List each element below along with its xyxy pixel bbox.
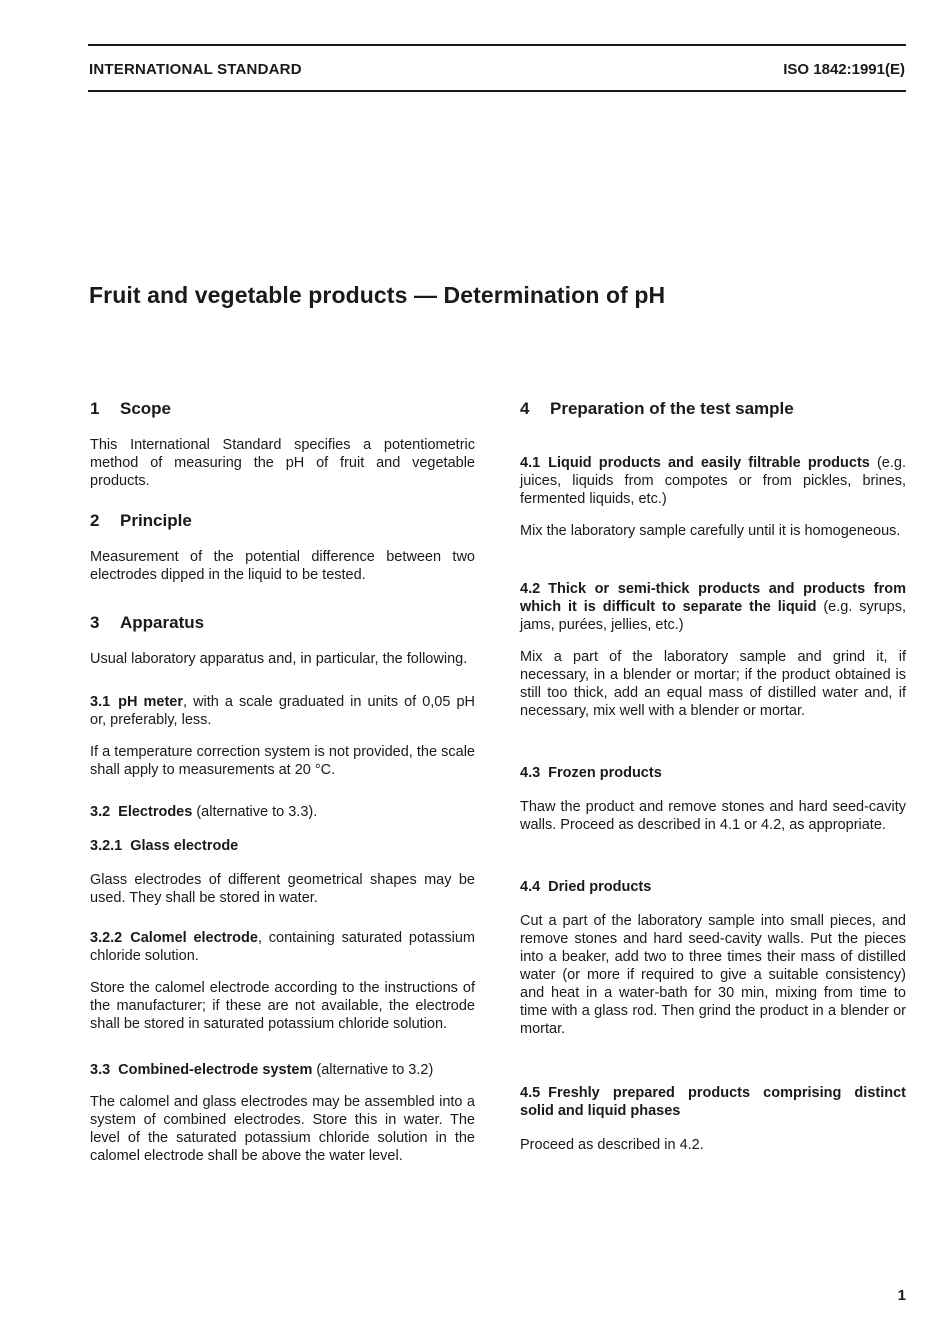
paragraph: Usual laboratory apparatus and, in particular, the following. <box>90 651 468 667</box>
clause-4-4: 4.4 Dried products <box>520 879 652 895</box>
clause-4-1: 4.1 Liquid products and easily filtrable products (e.g. juices, liquids from compotes or from pickles, brines, fermented liquids, etc.) <box>520 455 906 507</box>
paragraph: Measurement of the potential difference between two electrodes dipped in the liquid to be tested. <box>90 549 475 583</box>
document-type-label: INTERNATIONAL STANDARD <box>89 61 302 78</box>
header-rule-bottom <box>88 90 906 92</box>
left-column <box>90 400 475 1165</box>
right-column <box>520 400 906 1154</box>
clause-3-2-1: 3.2.1 Glass electrode <box>90 838 239 854</box>
page-number: 1 <box>897 1287 906 1304</box>
paragraph: Cut a part of the laboratory sample into small pieces, and remove stones and hard seed-cavity walls. Put the pieces into a beaker, add two to three times their mass of distilled water (or more if required to give a suitable consistency) and heat in a water-bath for 30 min, mixing from time to time with a glass rod. Then grind the product in a blender or mortar. <box>520 913 906 1037</box>
paragraph: The calomel and glass electrodes may be assembled into a system of combined electrodes. Store this in water. The level of the saturated potassium chloride solution in the calomel electrode shall be above the water level. <box>90 1094 475 1164</box>
clause-3-2: 3.2 Electrodes (alternative to 3.3). <box>90 804 318 820</box>
paragraph: Store the calomel electrode according to the instructions of the manufacturer; if these are not available, the electrode shall be stored in saturated potassium chloride solution. <box>90 980 475 1032</box>
clause-3-2-2: 3.2.2 Calomel electrode, containing saturated potassium chloride solution. <box>90 930 475 964</box>
paragraph: If a temperature correction system is not provided, the scale shall apply to measurements at 20 °C. <box>90 744 475 778</box>
clause-3-1: 3.1 pH meter, with a scale graduated in units of 0,05 pH or, preferably, less. <box>90 694 475 728</box>
section-heading-preparation: 4 Preparation of the test sample <box>520 399 794 418</box>
section-heading-scope: 1 Scope <box>90 399 172 418</box>
clause-4-3: 4.3 Frozen products <box>520 765 662 781</box>
paragraph: Thaw the product and remove stones and hard seed-cavity walls. Proceed as described in 4.1 or 4.2, as appropriate. <box>520 799 906 833</box>
page-title: Fruit and vegetable products — Determination of pH <box>89 282 666 308</box>
clause-3-3: 3.3 Combined-electrode system (alternative to 3.2) <box>90 1062 434 1078</box>
paragraph: Mix the laboratory sample carefully until it is homogeneous. <box>520 523 901 539</box>
clause-4-5: 4.5 Freshly prepared products comprising distinct solid and liquid phases <box>520 1085 906 1119</box>
clause-4-2: 4.2 Thick or semi-thick products and products from which it is difficult to separate the liquid (e.g. syrups, jams, purées, jellies, etc.) <box>520 581 906 633</box>
paragraph: Mix a part of the laboratory sample and grind it, if necessary, in a blender or mortar; if the product obtained is still too thick, add an equal mass of distilled water and, if necessary, mix well with a blender or mortar. <box>520 649 906 719</box>
paragraph: This International Standard specifies a potentiometric method of measuring the pH of fruit and vegetable products. <box>90 437 475 489</box>
document-reference: ISO 1842:1991(E) <box>783 61 905 78</box>
paragraph: Glass electrodes of different geometrical shapes may be used. They shall be stored in water. <box>90 872 475 906</box>
paragraph: Proceed as described in 4.2. <box>520 1137 704 1153</box>
section-heading-principle: 2 Principle <box>90 511 192 530</box>
section-heading-apparatus: 3 Apparatus <box>90 613 205 632</box>
header-rule-top <box>88 44 906 46</box>
